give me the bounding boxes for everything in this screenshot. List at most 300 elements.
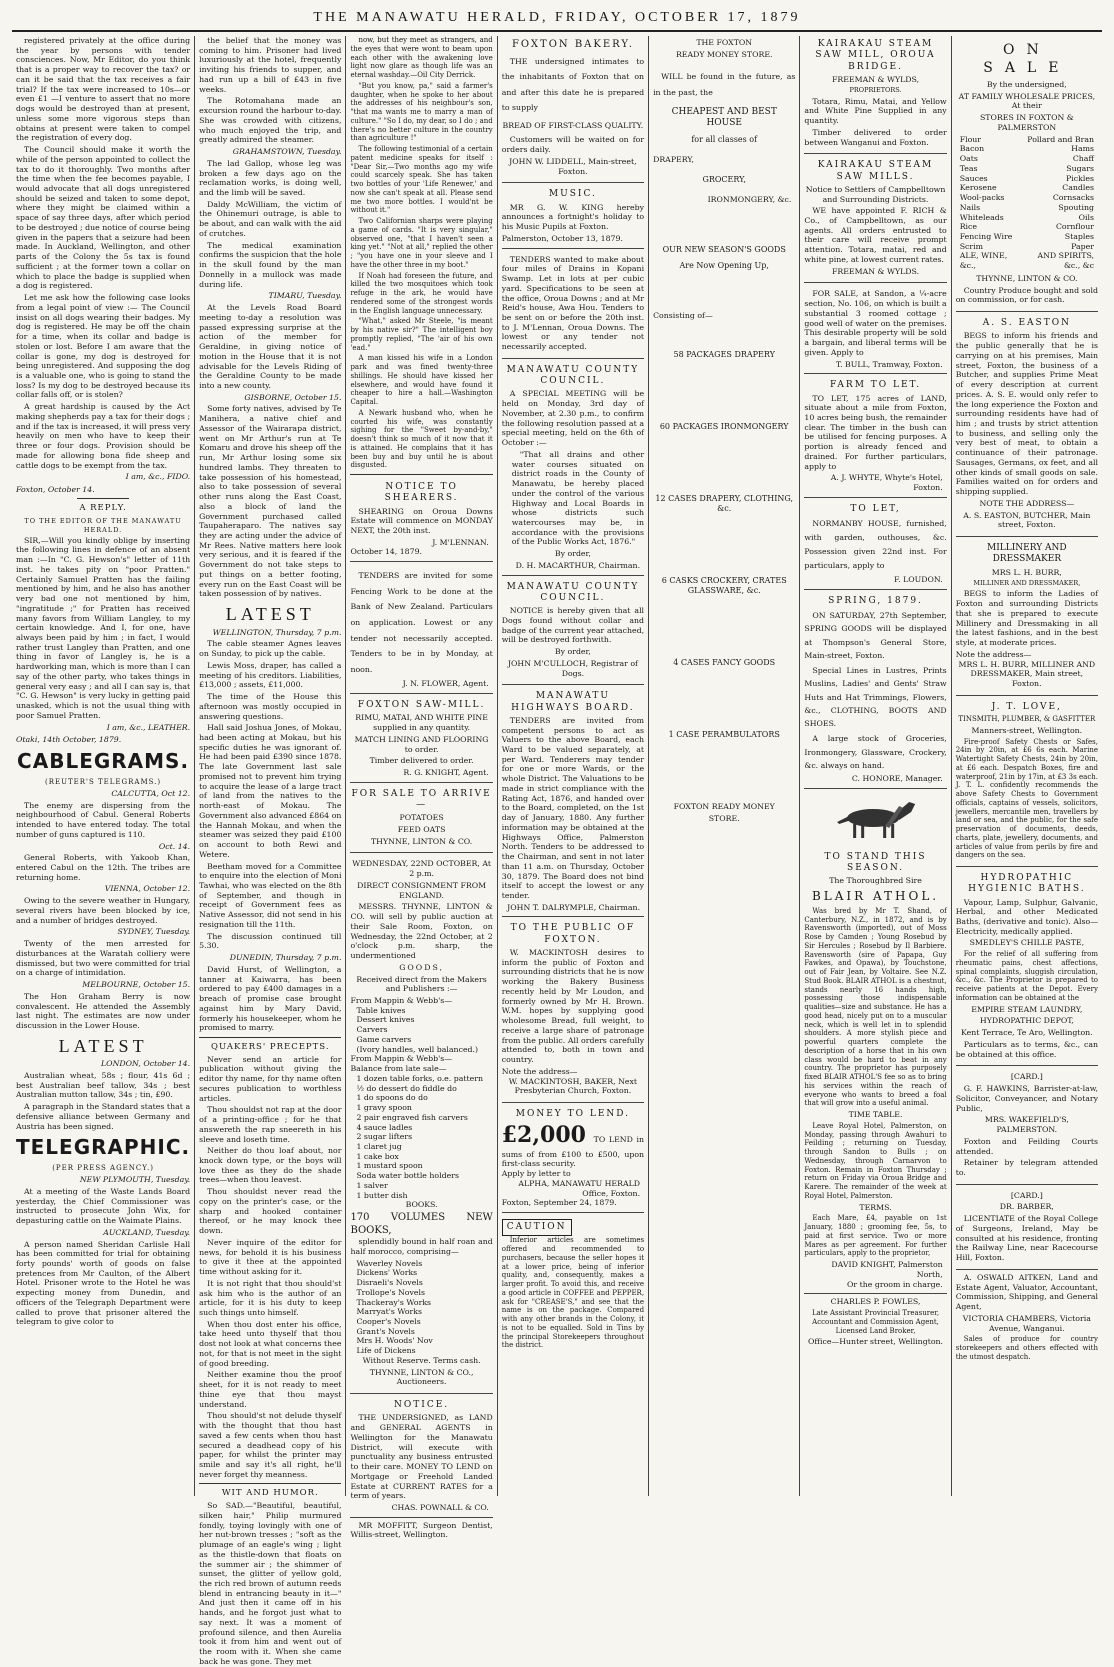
news-paragraph: The medical examination confirms the suspicion that the hole in the skull found by the man Donnelly in a mullock was made during life.: [199, 240, 342, 289]
hawkins-card: [CARD.]: [1010, 1072, 1043, 1082]
store-header: THE FOXTON: [696, 38, 753, 47]
tolet-title: TO LET,: [850, 503, 901, 514]
news-paragraph: The lad Gallop, whose leg was broken a few days ago on the reclamation works, is doing well, and the limb will be saved.: [199, 158, 342, 198]
news-paragraph: The Hon Graham Berry is now convalescent. He attended the Assembly last night. The estimates are now under discussion in the Lower House.: [16, 991, 191, 1030]
auction-volumes: 170 VOLUMES NEW BOOKS,: [350, 1212, 493, 1236]
sawmill-sig: R. G. KNIGHT, Agent.: [403, 767, 489, 777]
hydro-addr: Kent Terrace, Te Aro, Wellington.: [961, 1028, 1093, 1038]
onsale-item-left: Bacon: [959, 144, 985, 154]
agents-notice-sig: CHAS. POWNALL & CO.: [391, 1503, 489, 1512]
highways-text: TENDERS are invited from competent persons to act as Valuers to the above Board, each Ward to be valued separately, at per Ward. Tenderers may tender for one or more Wards, or the whole District. The Valuations to be made in strict compliance with the Rating Act, 1876, and handed over to the Board, completed, on the 1st day of January, 1880. Any further information may be obtained at the Highways Office, Palmerston North. Tenders to be addressed to the Chairman, and sent in not later than 11 a.m. on Thursday, October 30, 1879. The Board does not bind itself to accept the lowest or any tender.: [501, 715, 645, 901]
bakery-ad: [502, 36, 644, 183]
humor-paragraph: "But you know, pa," said a farmer's daughter, when he spoke to her about the addresses of his neighbour's son, "that ma wants me to marry a man of culture." "So I do, my dear, so I do ; and there's no better culture in the country than agriculture !": [350, 81, 493, 143]
news-paragraph: At a meeting of the Waste Lands Board yesterday, the Chief Commissioner was instructed to prosecute John Wix, for depasturing cattle on the Waimate Plains.: [16, 1186, 191, 1226]
auction-book: Life of Dickens: [356, 1346, 416, 1356]
humor-paragraph: now, but they meet as strangers, and the eyes that were wont to beam upon each other with the awakening love light now glare as though life was an eternal washday.—Oil City Derrick.: [350, 36, 493, 79]
onsale-item-left: Whiteleads: [959, 212, 1004, 222]
news-dateline: MELBOURNE, October 15.: [82, 980, 191, 990]
blair-athol-ad: [804, 849, 946, 1295]
auction-book: Disraeli's Novels: [356, 1278, 423, 1288]
onsale-title: ON SALE: [983, 42, 1071, 76]
store-opening: Are Now Opening Up,: [679, 260, 769, 270]
stand-timetable: TIME TABLE.: [848, 1110, 903, 1120]
news-paragraph: Some forty natives, advised by Te Manihera, a native chief and Assessor of the Wairarapa district, went on Mr Arthur's run at Te Komaru and drove his sheep off the run, Mr Arthur losing some six hundred lambs. They threaten to take possession of his homestead, also to take possession of several other runs along the East Coast, also a block of land the Government purchased called Taupaheraparo. The natives say they are acting under the advice of Mr Rees. Native matters here look very serious, and it is feared if the Government do not take steps to put things on a better footing, every run on the East Coast will be taken possession of by natives.: [199, 404, 342, 599]
county-title: MANAWATU COUNTY COUNCIL.: [506, 364, 640, 387]
news-paragraph: The time of the House this afternoon was mostly occupied in answering questions.: [199, 692, 342, 721]
news-dateline: LONDON, October 14.: [101, 1059, 191, 1069]
reply-date: Otaki, 14th October, 1879.: [16, 735, 122, 745]
tolet-ad: [804, 501, 946, 590]
stand-name: BLAIR ATHOL.: [811, 888, 940, 903]
news-dateline: GISBORNE, October 15.: [244, 392, 342, 402]
humor-paragraph: A Newark husband who, when he courted his wife, was constantly sighing for the "Sweet by-and-by," doesn't think so much of it now that it is attained. He complains that it has been buy and buy until he is about disgusted.: [350, 408, 493, 470]
kairakau1-text2: Timber delivered to order between Wanganui and Foxton.: [804, 127, 947, 147]
auction-item: Dessert knives: [356, 1015, 415, 1025]
auction-date: WEDNESDAY, 22ND OCTOBER, At 2 p.m.: [352, 859, 491, 879]
letter-date: Foxton, October 14.: [16, 485, 95, 495]
letter-paragraph: The Council should make it worth the while of the person appointed to collect the tax to do it thoroughly. Two months after the time when the fee becomes payable, I would advocate that all dogs unregistered should be seized and taken to some depot, where they might be claimed within a space of say three days, after which period to be destroyed ; due notice of course being given in the papers that a seizure had been made. In Auckland, Wellington, and other parts of the Colony the 5s tax is found sufficient ; at the former town a collar on which to place the badge is supplied when a dog is registered.: [16, 145, 191, 291]
barber-card: [CARD.]: [1010, 1190, 1043, 1200]
auction-item: 2 sugar lifters: [356, 1132, 413, 1142]
store-grocery: GROCERY,: [702, 174, 746, 184]
onsale-row: [956, 251, 1098, 261]
easton-title: A. S. EASTON: [982, 318, 1071, 329]
stand-sig2: Or the groom in charge.: [847, 1279, 943, 1289]
onsale-item-right: Oils: [1078, 212, 1094, 222]
hydro-text: Vapour, Lamp, Sulphur, Galvanic, Herbal, and other Medicated Baths, (derivative and tonic). Also—Electricity, medically applied.: [955, 897, 1098, 936]
kairakau2-sub: Notice to Settlers of Campbelltown and Surrounding Districts.: [805, 184, 946, 204]
county-quote: "That all drains and other water courses situated on district roads in the County of Manawatu, be hereby placed under the control of the various Highway and Local Boards in whose districts such watercourses may be, in accordance with the provisions of the Public Works Act, 1876.": [511, 449, 645, 547]
stand-tr: Each Mare, £4, payable on 1st January, 1880 ; grooming fee, 5s, to paid at first service. Two or more Mares as per agreement. For further particulars, apply to the proprietor,: [804, 1214, 947, 1258]
fowles-name: CHARLES P. FOWLES,: [830, 1297, 921, 1307]
onsale-row: [956, 261, 1098, 271]
easton-address: NOTE THE ADDRESS—: [979, 498, 1075, 508]
news-dateline: DUNEDIN, Thursday, 7 p.m.: [229, 953, 342, 963]
shearers-text: SHEARING on Oroua Downs Estate will commence on MONDAY NEXT, the 20th inst.: [350, 506, 493, 535]
onsale-row: [956, 154, 1098, 164]
onsale-item-left: Rice: [959, 222, 978, 232]
forsale-title: FOR SALE TO ARRIVE—: [351, 788, 492, 810]
sandon-sig: T. BULL, Tramway, Foxton.: [836, 359, 943, 369]
bakery-sig: JOHN W. LIDDELL, Main-street, Foxton.: [509, 156, 637, 176]
onsale-item-right: Chaff: [1072, 154, 1094, 164]
spring-text: ON SATURDAY, 27th September, SPRING GOODS will be displayed at Thompson's General Store, Main-street, Foxton.: [804, 611, 947, 660]
onsale-row: [956, 193, 1098, 203]
auction-item: 1 claret jug: [356, 1141, 402, 1151]
hawkins-ad: [956, 1069, 1098, 1184]
auction-item: 1 dozen table forks, o.e. pattern: [356, 1073, 484, 1083]
onsale-item-left: Oats: [959, 154, 978, 164]
kairakau1-title: KAIRAKAU STEAM SAW MILL, OROUA BRIDGE.: [815, 39, 936, 72]
shearers-title: NOTICE TO SHEARERS.: [384, 482, 459, 504]
kairakau1-prop: FREEMAN & WYLDS,: [831, 74, 920, 84]
quakers-paragraph: Thou shouldst never read the copy on the printer's case, or the sharp and hooked container thereof, or he may knock thee down.: [199, 1187, 342, 1236]
hydro-laundry: EMPIRE STEAM LAUNDRY,: [971, 1004, 1083, 1014]
forsale-ad: [350, 786, 492, 854]
money-apply: Apply by letter to: [501, 1169, 571, 1179]
onsale-item-right: Paper: [1071, 241, 1094, 251]
onsale-item-left: Nails: [959, 202, 981, 212]
auction-item: 1 salver: [356, 1180, 388, 1190]
news-paragraph: The Rotomahana made an excursion round the harbour to-day. She was crowded with citizens, who much enjoyed the trip, and greatly admired the steamer.: [199, 96, 342, 145]
columns: [12, 36, 1102, 1666]
news-dateline: Oct. 14.: [158, 841, 191, 851]
auction-from1: From Mappin & Webb's—: [350, 995, 453, 1005]
hawkins-text3: Retainer by telegram attended to.: [955, 1158, 1098, 1177]
aitken-text2: Sales of produce for country storekeepers and others effected with the utmost despatch.: [955, 1335, 1098, 1361]
store-goods-line: 4 CASES FANCY GOODS: [673, 658, 776, 668]
hydro-ad: [956, 870, 1098, 1066]
column-1: [12, 36, 195, 1496]
reply-signature: I am, &c., LEATHER.: [106, 722, 191, 732]
sawmill-title: FOXTON SAW-MILL.: [357, 700, 486, 711]
onsale-item-right: Candles: [1062, 183, 1094, 193]
bakery-title: FOXTON BAKERY.: [511, 39, 634, 50]
hydro-title: HYDROPATHIC HYGIENIC BATHS.: [968, 873, 1086, 895]
tolet-sig: F. LOUDON.: [893, 575, 943, 585]
letter-paragraph: registered privately at the office during the year by persons with tender consciences. Now, Mr Editor, do you think that is a proper way to recover the tax? or can it be said that the tax receives a fair trial? If the tax were increased to 10s—or even £1 —I venture to assert that no more dogs would be destroyed than at present, unless some more vigorous steps than obtains at present were taken to compel the registration of every dog.: [16, 36, 191, 143]
kairakau2-text: WE have appointed F. RICH & Co., of Campbelltown, as our agents. All orders entrusted to their care will receive prompt attention. Totara, matai, red and white pine, at lowest current rates.: [804, 206, 947, 264]
humor-paragraph: The following testimonial of a certain patent medicine speaks for itself : "Dear Sir,—Two months ago my wife could scarcely speak. She has taken two bottles of your 'Life Renewer,' and now she can't speak at all. Please send me two more bottles. I would'nt be without it.": [350, 145, 493, 215]
onsale-row: [956, 203, 1098, 213]
caution-text: Inferior articles are sometimes offered and recommended to purchasers, because the seller hopes it at a lower price, being of inferior quality, and, consequently, makes a larger profit. To avoid this, and receive a good article in COFFEE and PEPPER, ask for "CREASE'S," and see that the name is on the package. Compared with any other brands in the Colony, it is not to be equalled. Sold in Tins by the principal Storekeepers throughout the district.: [501, 1236, 645, 1350]
easton-ad: [956, 315, 1098, 537]
store-footer: FOXTON READY MONEY: [673, 802, 775, 812]
sandon-text: FOR SALE, at Sandon, a ¼-acre section, No. 106, on which is built a substantial 3 roomed cottage ; good well of water on the premises. This desirable property will be sold a bargain, and liberal terms will be given. Apply to: [804, 289, 947, 357]
highways-title: MANAWATU HIGHWAYS BOARD.: [511, 691, 635, 713]
milliner-text: BEGS to inform the Ladies of Foxton and surrounding Districts that she is prepared to execute Millinery and Dressmaking in all the latest fashions, and in the best style, at moderate prices.: [955, 589, 1098, 648]
milliner-sig: MRS L. H. BURR, MILLINER AND DRESSMAKER, Main street, Foxton.: [958, 659, 1096, 689]
hydro-paste: SMEDLEY'S CHILLE PASTE,: [969, 938, 1085, 948]
kairakau2-sig: FREEMAN & WYLDS.: [831, 266, 920, 276]
aitken-text: A. OSWALD AITKEN, Land and Estate Agent, Valuator, Accountant, Commission, Shipping, and General Agent,: [955, 1272, 1098, 1312]
shearers-sig: J. M'LENNAN.: [432, 537, 489, 547]
auction-item: 1 cake box: [356, 1151, 399, 1161]
onsale-item-right: Pickles: [1066, 173, 1094, 183]
quakers-paragraph: Neither do thou loaf about, nor knock down type, or the boys will love thee as they do the shade trees—when thou leavest.: [199, 1146, 342, 1185]
onsale-item-left: Fencing Wire: [959, 232, 1013, 242]
auction-reserve: Without Reserve. Terms cash.: [362, 1355, 481, 1365]
hydro-text2: Particulars as to terms, &c., can be obtained at this office.: [955, 1039, 1098, 1059]
public-foxton-ad: [502, 920, 644, 1103]
county2-order: By order,: [554, 647, 591, 657]
music-text: MR G. W. KING hereby announces a fortnight's holiday to his Music Pupils at Foxton.: [501, 202, 645, 232]
column-6: [800, 36, 951, 1496]
column-5: [649, 36, 800, 1496]
letter-signature: I am, &c., FIDO.: [125, 472, 191, 482]
latest-heading: LATEST: [58, 1035, 148, 1056]
letter-paragraph: A great hardship is caused by the Act making shepherds pay a tax for their dogs ; and if the tax is increased, it will press very heavily on men who have to keep their three or four dogs. Provision should be made for allowing bona fide sheep and cattle dogs to be exempt from the tax.: [16, 402, 191, 470]
news-dateline: AUCKLAND, Tuesday.: [103, 1227, 191, 1237]
news-dateline: GRAHAMSTOWN, Tuesday.: [232, 147, 342, 157]
auction-item: 4 sauce ladles: [356, 1122, 413, 1132]
auction-sig: THYNNE, LINTON & CO., Auctioneers.: [369, 1367, 474, 1387]
cablegrams-heading: CABLEGRAMS.: [17, 749, 190, 774]
store-goods-line: 1 CASE PERAMBULATORS: [668, 730, 780, 740]
store-ironmongery: IRONMONGERY, &c.: [707, 194, 792, 204]
easton-text: BEGS to inform his friends and the public generally that he is carrying on at his premises, Main street, Foxton, the business of a Butcher, and supplies Prime Meat of every description at current prices. A. S. E. would only refer to the long experience the Foxton and surrounding residents have had of him ; and trusts by strict attention to business, and selling only the very best of meat, to obtain a continuance of their patronage. Sausages, Germans, ox feet, and all other kinds of small goods on sale. Families waited on for orders and shipping supplied.: [955, 331, 1098, 497]
onsale-item-left: Teas: [959, 163, 978, 173]
hawkins-addr: MRS. WAKEFIELD'S, PALMERSTON.: [984, 1115, 1069, 1135]
onsale-item-right: Cornflour: [1055, 222, 1094, 232]
hawkins-text2: Foxton and Feilding Courts attended.: [955, 1136, 1098, 1156]
county2-text: NOTICE is hereby given that all Dogs found without collar and badge of the current year attached, will be destroyed forthwith.: [501, 606, 645, 645]
news-paragraph: Beetham moved for a Committee to enquire into the election of Moni Tawhai, who was elected on the 8th of September, and though in receipt of Government fees as Native Assessor, did not send in his resignation till the 11th.: [199, 861, 342, 929]
stand-terms: TERMS.: [859, 1202, 892, 1212]
milliner-title: MILLINERY AND DRESSMAKER: [987, 543, 1067, 565]
auction-item: Carvers: [356, 1025, 388, 1035]
love-addr: Manners-street, Wellington.: [971, 725, 1083, 735]
public-address: Note the address—: [501, 1066, 578, 1076]
forsale-sig: THYNNE, LINTON & CO.: [370, 836, 473, 846]
farm-title: FARM TO LET.: [829, 380, 922, 391]
quakers-paragraph: Thou should'st not delude thyself with the thought that thou hast saved a few cents when thou hast secured a deadhead copy of his paper, for whilst the printer may smile and say it's all right, he'll never forget thy meanness.: [199, 1411, 342, 1479]
spring-ad: [804, 593, 946, 789]
news-paragraph: A person named Sheridan Carlisle Hall has been committed for trial for obtaining forty pounds' worth of goods on false pretences from Mr Caulton, of the Albert Hotel. Prisoner wrote to the Hotel he was expecting money from Dunedin, and officers of the Telegraph Department were called to prove that prisoner altered the telegram to give color to: [16, 1239, 191, 1327]
news-paragraph: The discussion continued till 5.30.: [199, 931, 342, 951]
barber-text: LICENTIATE of the Royal College of Surgeons, Ireland, May be consulted at his residence, fronting the Railway Line, near Racecourse Hill, Foxton.: [955, 1214, 1098, 1263]
love-ad: [956, 699, 1098, 867]
news-paragraph: Daldy McWilliam, the victim of the Ohinemuri outrage, is able to be about, and can walk with the aid of crutches.: [199, 199, 342, 238]
onsale-text: Country Produce bought and sold on commission, or for cash.: [955, 285, 1098, 305]
auction-item: 1 gravy spoon: [356, 1103, 412, 1113]
auction-received: Received direct from the Makers and Publishers :—: [356, 974, 487, 994]
onsale-item-right: Pollard and Bran: [1027, 134, 1094, 144]
shearers-ad: [350, 479, 492, 562]
store-goods-line: 6 CASKS CROCKERY, CRATES GLASSWARE, &c.: [661, 576, 787, 596]
hawkins-text: G. F. HAWKINS, Barrister-at-law, Solicitor, Conveyancer, and Notary Public,: [955, 1084, 1098, 1113]
news-dateline: VIENNA, October 12.: [104, 884, 191, 894]
auction-item: 1 mustard spoon: [356, 1161, 423, 1171]
onsale-item-left: &c.,: [959, 261, 976, 271]
auction-books: BOOKS.: [405, 1200, 438, 1210]
quakers-paragraph: When thou dost enter his office, take heed unto thyself that thou dost not look at what concerns thee not, for that is not meet in the sight of good breeding.: [199, 1319, 342, 1368]
column-2: [195, 36, 346, 1666]
auction-book: Waverley Novels: [356, 1258, 423, 1268]
milliner-name: MRS L. H. BURR,: [991, 567, 1062, 577]
milliner-role: MILLINER AND DRESSMAKER,: [973, 579, 1081, 588]
sandon-ad: [804, 286, 946, 374]
wit-heading: WIT AND HUMOR.: [221, 1488, 319, 1499]
agents-notice-ad: [350, 1397, 492, 1518]
money-amount: £2,000: [501, 1122, 586, 1149]
onsale-row: [956, 164, 1098, 174]
sawmill-line: RIMU, MATAI, AND WHITE PINE supplied in any quantity.: [355, 713, 488, 733]
onsale-item-right: Cornsacks: [1052, 193, 1094, 203]
auction-item: (Ivory handles, well balanced.): [356, 1044, 479, 1054]
news-dateline: NEW PLYMOUTH, Tuesday.: [79, 1175, 191, 1185]
onsale-item-left: Scrim: [959, 241, 984, 251]
onsale-item-left: Sauces: [959, 173, 988, 183]
wit-paragraph: So SAD.—"Beautiful, beautiful, silken hair," Philip murmured fondly, toying lovingly with one of her nut-brown tresses ; "soft as the plumage of an eagle's wing ; light as the thistle-down that floats on the summer air ; the shimmer of sunset, the glitter of yellow gold, the rich red brown of autumn reeds blend in entrancing beauty in it—" And just then it came off in his hands, and he forgot just what to say next. It was a moment of profound silence, and then Aurelia took it from him and went out of the room with it. When she came back he was gone. They met: [199, 1501, 342, 1666]
bakery-text: THE undersigned intimates to the inhabitants of Foxton that on and after this date he is prepared to supply: [501, 56, 645, 113]
stand-sig: DAVID KNIGHT, Palmerston North,: [831, 1260, 943, 1279]
news-paragraph: Australian wheat, 58s ; flour, 41s 6d ; best Australian beef tallow, 34s ; best Australian mutton tallow, 34s ; tin, £90.: [16, 1070, 191, 1100]
telegraphic-heading: TELEGRAPHIC.: [16, 1135, 191, 1160]
spring-text3: A large stock of Groceries, Ironmongery, Glassware, Crockery, &c. always on hand.: [804, 734, 947, 770]
hydro-depot: HYDROPATHIC DEPOT,: [979, 1016, 1074, 1026]
onsale-ad: [956, 36, 1098, 312]
agents-notice-title: NOTICE.: [394, 1400, 450, 1411]
bakery-text2: Customers will be waited on for orders daily.: [501, 135, 645, 155]
caution-label: CAUTION: [502, 1219, 572, 1236]
auction-book: Dickens' Works: [356, 1268, 418, 1278]
onsale-row: [956, 222, 1098, 232]
store-footer: STORE.: [708, 814, 740, 824]
onsale-stores: STORES IN FOXTON & PALMERSTON: [979, 113, 1074, 132]
reply-heading: A REPLY.: [79, 502, 127, 513]
auction-volumes-text: splendidly bound in half roan and half morocco, comprising—: [350, 1237, 493, 1256]
county-dogs-ad: [502, 579, 644, 686]
store-goods-line: 60 PACKAGES IRONMONGERY: [659, 422, 789, 432]
latest-heading-2: LATEST: [225, 604, 315, 625]
county2-sig: JOHN M'CULLOCH, Registrar of Dogs.: [507, 658, 638, 678]
caution-ad: [502, 1216, 644, 1356]
onsale-item-right: AND SPIRITS,: [1037, 251, 1094, 261]
reply-paragraph: SIR,—Will you kindly oblige by inserting the following lines in defence of an absent man :—In "C. G. Hewson's" letter of 11th inst. he takes pity on "poor Pratten." Certainly Samuel Pratten has the failing mentioned by him, and he also has another very bad one not mentioned by him, "ingratitude ;" for Pratten has received many favors from William Langley, to my certain knowledge. And I, for one, have always been paid by him ; in fact, I would rather trust Langley than Pratten, and one thing in favor of Langley is, he is a hardworking man, which is more than I can say of the other party, who takes things in general very easy ; and all I can say is, that "C. G. Hewson" is very lucky in getting paid unasked, which is not the usual thing with poor Samuel Pratten.: [16, 535, 191, 720]
money-title: MONEY TO LEND.: [515, 1109, 631, 1119]
music-ad: [502, 186, 644, 248]
auction-item: Game carvers: [356, 1034, 412, 1044]
money-text: TO LEND in sums of from £100 to £500, upon first-class security.: [501, 1135, 645, 1169]
humor-paragraph: Two Californian sharps were playing a game of cards. "It is very singular," observed one, "that I haven't seen a king yet." "Not at all," replied the other ; "you have one in your sleeve and I have the other three in my boot.": [350, 217, 493, 269]
public-sig: W. MACKINTOSH, BAKER, Next Presbyterian Church, Foxton.: [508, 1076, 638, 1096]
quakers-heading: QUAKERS' PRECEPTS.: [211, 1042, 330, 1052]
money-sig: ALPHA, MANAWATU HERALD Office, Foxton.: [518, 1178, 641, 1198]
onsale-item-left: Flour: [959, 134, 982, 144]
onsale-item-right: Staples: [1064, 232, 1094, 242]
news-paragraph: General Roberts, with Yakoob Khan, entered Cabul on the 12th. The tribes are returning home.: [16, 853, 191, 882]
public-title: TO THE PUBLIC OF FOXTON.: [510, 923, 636, 945]
agents-notice-text: THE UNDERSIGNED, as LAND and GENERAL AGENTS in Wellington for the Manawatu District, will execute with punctuality any business entrusted to their care. MONEY TO LEND on Mortgage or Freehold Landed Estate at CURRENT RATES for a term of years.: [350, 1413, 493, 1501]
stand-title: TO STAND THIS SEASON.: [824, 851, 927, 873]
barber-name: DR. BARBER,: [999, 1202, 1054, 1212]
store-cheapest: CHEAPEST AND BEST HOUSE: [671, 106, 777, 128]
news-dateline: WELLINGTON, Thursday, 7 p.m.: [212, 627, 342, 637]
news-paragraph: Hall said Joshua Jones, of Mokau, had been acting at Mokau, but his specific duties he was ignorant of. He had been paid £390 since 1878. The late Government last sale promised not to prevent him trying to acquire the lease of a large tract of land from the natives to the north-east of Mokau. The Government also advanced £864 on the Hannah Mokau, and when the steamer was seized they paid £100 on account to both Rewi and Wetere.: [199, 723, 342, 859]
onsale-item-right: Spouting: [1058, 202, 1094, 212]
onsale-item-left: Wool-packs: [959, 193, 1005, 203]
auction-goods: GOODS,: [399, 962, 444, 972]
county2-title: MANAWATU COUNTY COUNCIL.: [506, 581, 640, 603]
auction-book: Grant's Novels: [356, 1326, 415, 1336]
quakers-paragraph: Never inquire of the editor for news, for behold it is his business to give it thee at the appointed time without asking for it.: [199, 1237, 342, 1277]
onsale-item-right: Sugars: [1066, 163, 1094, 173]
farm-ad: [804, 377, 946, 498]
music-date: Palmerston, October 13, 1879.: [501, 233, 623, 243]
auction-item: 2 pair engraved fish carvers: [356, 1112, 468, 1122]
cablegrams-subheading: (REUTER'S TELEGRAMS.): [44, 778, 162, 787]
music-title: MUSIC.: [548, 189, 597, 200]
aitken-addr: VICTORIA CHAMBERS, Victoria Avenue, Wanganui.: [962, 1313, 1091, 1333]
news-paragraph: A paragraph in the Standard states that a defensive alliance between Germany and Austria has been signed.: [16, 1102, 191, 1131]
humor-paragraph: A man kissed his wife in a London park and was fined twenty-three shillings. He should have kissed her elsewhere, and would have found it cheaper to hire a hall.—Washington Capital.: [350, 354, 493, 406]
love-text: Fire-proof Safety Chests or Safes, 24in by 20in, at £6 6s each. Marine Watertight Safety Chests, 24in by 20in, at £6 each. Despatch Boxes, fire and waterproof, 21in by 17in, at £3 3s each. J. T. L. confidently recommends the above Safety Chests to Government officials, captains of vessels, solicitors, jewellers, mercantile men, travellers by land or sea, and the public, for the safe preservation of documents, deeds, charts, plate, jewellery, documents, and articles of value from perils by fire and dangers on the sea.: [955, 737, 1098, 860]
money-date: Foxton, September 24, 1879.: [501, 1198, 617, 1208]
spring-title: SPRING, 1879.: [828, 595, 923, 606]
auction-item: 1 do spoons do do: [356, 1093, 428, 1103]
public-text: W. MACKINTOSH desires to inform the public of Foxton and surrounding districts that he is now working the Bakery Business recently held by Mr Loudon, and formerly owned by Mr H. Brown. W.M. hopes by supplying good wholesome Bread, full weight, to receive a large share of patronage from the public. All orders carefully attended to, both in town and country.: [501, 947, 645, 1065]
news-dateline: SYDNEY, Tuesday.: [117, 927, 191, 937]
kairakau-ad-2: [804, 157, 946, 283]
hydro-paste-text: For the relief of all suffering from rheumatic pains, chest affections, spinal complaints, sluggish circulation, &c., &c. The Proprietor is prepared to receive patients at the Depot. Every information can be obtained at the: [955, 950, 1098, 1002]
news-paragraph: At the Levels Road Board meeting to-day a resolution was passed expressing surprise at the action of the member for Geraldine, in giving notice of motion in the House that it is not advisable for the Levels Riding of the Geraldine County to be made into a new county.: [199, 303, 342, 390]
fowles-ad: [804, 1297, 946, 1347]
news-paragraph: Twenty of the men arrested for disturbances at the Waratah colliery were dismissed, but two were committed for trial on a charge of intimidation.: [16, 939, 191, 978]
masthead: THE MANAWATU HERALD, FRIDAY, OCTOBER 17, 1879: [12, 10, 1102, 32]
spring-text2: Special Lines in Lustres, Prints Muslins, Ladies' and Gents' Straw Huts and Hat Trimmings, Flowers, &c., CLOTHING, BOOTS AND SHOES.: [804, 666, 947, 729]
onsale-sig: THYNNE, LINTON & CO.: [976, 273, 1078, 283]
auction-book: Cooper's Novels: [356, 1317, 421, 1326]
sawmill-ad: [350, 697, 492, 783]
dentist-ad: MR MOFFITT, Surgeon Dentist, Willis-street, Wellington.: [350, 1520, 493, 1540]
store-goods-line: 12 CASES DRAPERY, CLOTHING, &c.: [655, 494, 794, 514]
forsale-line: POTATOES: [399, 813, 444, 823]
onsale-item-right: &c., &c: [1063, 261, 1094, 271]
onsale-row: [956, 183, 1098, 193]
horse-illustration-icon: [804, 796, 946, 842]
quakers-paragraph: Neither examine thou the proof sheet, for it is not ready to meet thine eye that thou mayst understand.: [199, 1370, 342, 1409]
stand-text: Was bred by Mr T. Shand, of Canterbury, N.Z., in 1872, and is by Ravensworth (imported), out of Moss Rose by Camden ; Young Rosebud by Sir Hercules ; Rosebud by Il Barbiere. Ravensworth (sire of Papapa, Guy Fawkes, and Opawa), by Touchstone, out of Fair Jean, by Voltaire. See N.Z. Stud Book. BLAIR ATHOL is a chestnut, stands nearly 16 hands high, possessing those indispensable qualities—size and substance. He has a good head, nicely put on to a muscular neck, which is well let in to splendid shoulders. A more stylish piece and powerful quarters complete the description of a horse that in his own class would be hard to beat in any country. The proprietor has purposely fixed BLAIR ATHOL'S fee so as to bring his services within the reach of everyone who wants to breed a foal that will grow into a useful animal.: [804, 906, 947, 1108]
barber-ad: [956, 1188, 1098, 1270]
love-name: J. T. LOVE,: [991, 701, 1062, 712]
onsale-item-left: ALE, WINE,: [959, 251, 1008, 261]
fencing-text: TENDERS are invited for some Fencing Work to be done at the Bank of New Zealand. Particulars on application. Lowest or any tender not necessarily accepted. Tenders to be in by Monday, at noon.: [350, 571, 493, 674]
auction-ad: [350, 856, 492, 1394]
auction-item: 1 butter dish: [356, 1190, 408, 1200]
auction-item: Table knives: [356, 1005, 406, 1015]
auction-text: MESSRS. THYNNE, LINTON & CO. will sell by public auction at their Sale Room, Foxton, on Wednesday, the 22nd October, at 2 o'clock p.m. sharp, the undermentioned: [350, 902, 493, 961]
fowles-text: Late Assistant Provincial Treasurer, Accountant and Commission Agent, Licensed Land Broker,: [811, 1309, 940, 1335]
auction-book: Marryat's Works: [356, 1307, 422, 1317]
store-header: READY MONEY STORE.: [675, 49, 773, 59]
fowles-office: Office—Hunter street, Wellington.: [808, 1337, 944, 1347]
telegraphic-subheading: (PER PRESS AGENCY.): [52, 1164, 154, 1173]
store-forall: for all classes of: [691, 135, 758, 145]
county-meeting-ad: [502, 362, 644, 576]
humor-paragraph: "What," asked Mr Steele, "is meant by his native sir?" The intelligent boy promptly replied, "The 'air of his own 'ead.": [350, 317, 493, 352]
onsale-row: [956, 174, 1098, 184]
quakers-paragraph: Never send an article for publication without giving the editor thy name, for thy name often secures publication to worthless articles.: [199, 1054, 342, 1103]
sawmill-line: MATCH LINING AND FLOORING to order.: [354, 734, 489, 754]
farm-sig: A. J. WHYTE, Whyte's Hotel, Foxton.: [830, 473, 943, 493]
auction-item: ½ do dessert do fiddle do: [356, 1083, 457, 1093]
milliner-ad: [956, 540, 1098, 696]
store-intro: WILL be found in the future, as in the past, the: [653, 72, 796, 98]
onsale-row: [956, 242, 1098, 252]
stand-tt: Leave Royal Hotel, Palmerston, on Monday, passing through Awahuri to Feilding ; returning on Tuesday, through Sandon to Bulls ; on Wednesday, through Carnarvon to Foxton. Remain in Foxton Thursday ; return on Friday via Oroua Bridge and Karere. The remainder of the week at Royal Hotel, Palmerston.: [804, 1121, 947, 1200]
auction-balance: Balance from late sale—: [350, 1064, 447, 1074]
news-paragraph: Lewis Moss, draper, has called a meeting of his creditors. Liabilities, £13,000 ; assets, £11,000.: [199, 660, 342, 690]
sawmill-line: Timber delivered to order.: [369, 756, 474, 766]
county-text: A SPECIAL MEETING will be held on Monday, 3rd day of November, at 2.30 p.m., to confirm the following resolution passed at a special meeting, held on the 6th of October :—: [501, 389, 645, 448]
onsale-row: [956, 213, 1098, 223]
auction-item: Soda water bottle holders: [356, 1171, 459, 1181]
kairakau-ad-1: [804, 36, 946, 154]
tolet-text: NORMANBY HOUSE, furnished, with garden, outhouses, &c. Possession given 22nd inst. For particulars, apply to: [804, 519, 947, 571]
drains-text: TENDERS wanted to make about four miles of Drains in Kopani Swamp. Let in lots at per cubic yard. Specifications to be seen at the office, Oroua Downs ; and at Mr Reid's house, Awa Hou. Tenders to be sent on or before the 20th inst. to J. M'Lennan, Oroua Downs. The lowest or any tender not necessarily accepted.: [501, 254, 645, 352]
column-4: [498, 36, 649, 1496]
forsale-line: FEED OATS: [397, 824, 446, 834]
auction-book: Trollope's Novels: [356, 1287, 425, 1297]
highways-sig: JOHN T. DALRYMPLE, Chairman.: [507, 902, 641, 912]
aitken-ad: [956, 1273, 1098, 1362]
onsale-item-left: Kerosene: [959, 183, 997, 193]
fencing-tender-ad: [350, 565, 492, 694]
kairakau2-title: KAIRAKAU STEAM SAW MILLS.: [817, 160, 934, 182]
easton-sig: A. S. EASTON, BUTCHER, Main street, Foxton.: [963, 510, 1091, 530]
quakers-paragraph: It is not right that thou should'st ask him who is the author of an article, for it is his duty to keep such things unto himself.: [199, 1278, 342, 1317]
